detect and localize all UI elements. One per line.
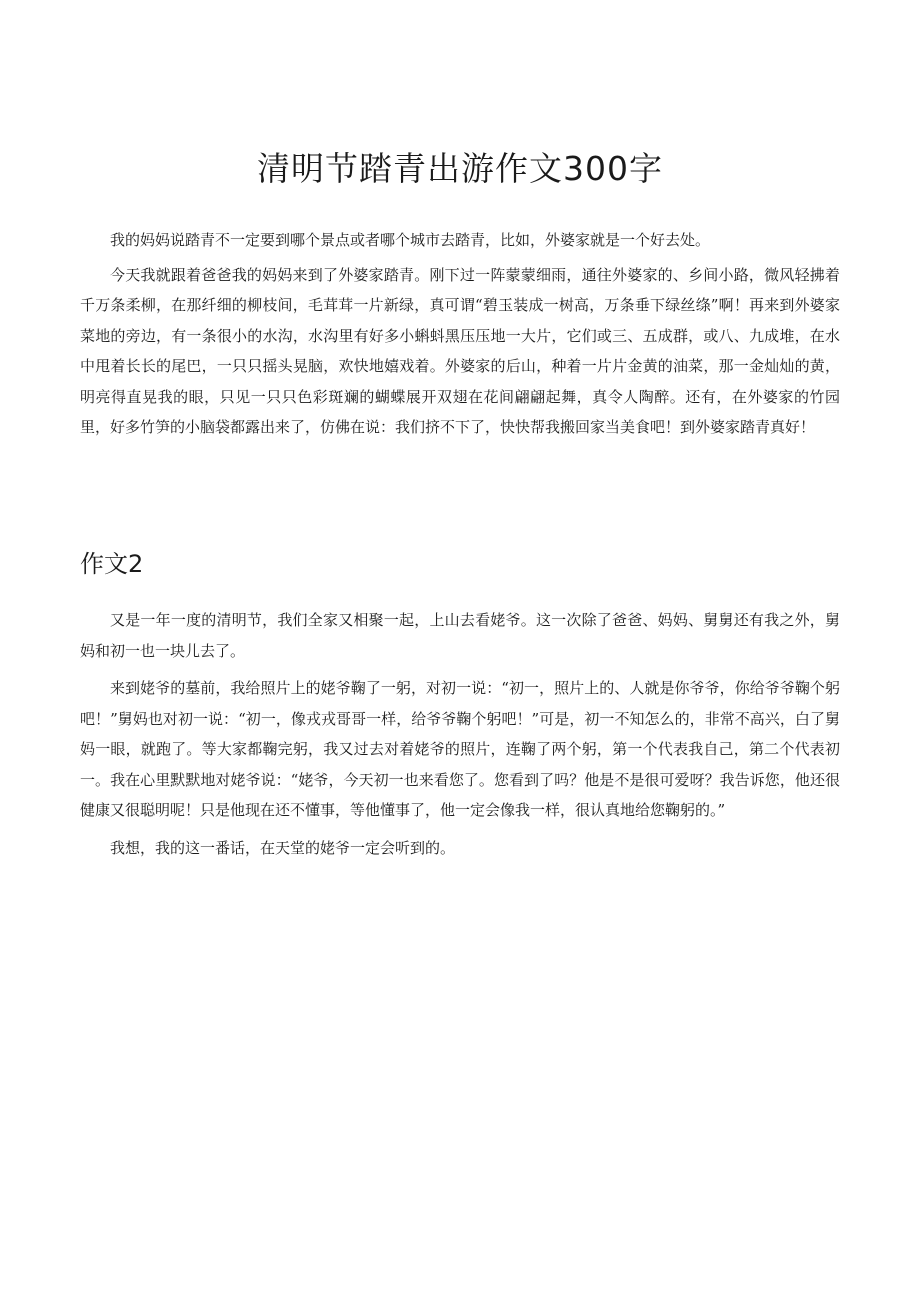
page-title: 清明节踏青出游作文300字 xyxy=(257,149,663,188)
paragraph: 我的妈妈说踏青不一定要到哪个景点或者哪个城市去踏青，比如，外婆家就是一个好去处。 xyxy=(110,231,711,249)
paragraph: 又是一年一度的清明节，我们全家又相聚一起，上山去看姥爷。这一次除了爸爸、妈妈、舅舅还有我之外，舅妈和初一也一块儿去了。 xyxy=(80,611,840,660)
paragraph: 今天我就跟着爸爸我的妈妈来到了外婆家踏青。刚下过一阵蒙蒙细雨，通往外婆家的、乡间小路，微风轻拂着千万条柔柳，在那纤细的柳枝间，毛茸茸一片新绿，真可谓“碧玉装成一树高，万条垂下绿丝绦”啊！再来到外婆家菜地的旁边，有一条很小的水沟，水沟里有好多小蝌蚪黑压压地一大片，它们或三、五成群，或八、九成堆，在水中甩着长长的尾巴，一只只摇头晃脑，欢快地嬉戏着。外婆家的后山，种着一片片金黄的油菜，那一金灿灿的黄，明亮得直晃我的眼，只见一只只色彩斑斓的蝴蝶展开双翅在花间翩翩起舞，真令人陶醉。还有，在外婆家的竹园里，好多竹笋的小脑袋都露出来了，仿佛在说：我们挤不下了，快快帮我搬回家当美食吧！到外婆家踏青真好！ xyxy=(80,265,840,436)
section-heading: 作文2 xyxy=(80,550,144,578)
essay-2 xyxy=(80,605,840,870)
essay-1 xyxy=(80,225,840,447)
paragraph: 我想，我的这一番话，在天堂的姥爷一定会听到的。 xyxy=(110,838,456,857)
paragraph: 来到姥爷的墓前，我给照片上的姥爷鞠了一躬，对初一说：“初一，照片上的、人就是你爷爷，你给爷爷鞠个躬吧！”舅妈也对初一说：“初一，像戎戎哥哥一样，给爷爷鞠个躬吧！”可是，初一不知怎么的，非常不高兴，白了舅妈一眼，就跑了。等大家都鞠完躬，我又过去对着姥爷的照片，连鞠了两个躬，第一个代表我自己，第二个代表初一。我在心里默默地对姥爷说：“姥爷，今天初一也来看您了。您看到了吗？他是不是很可爱呀？我告诉您，他还很健康又很聪明呢！只是他现在还不懂事，等他懂事了，他一定会像我一样，很认真地给您鞠躬的。” xyxy=(80,679,840,819)
